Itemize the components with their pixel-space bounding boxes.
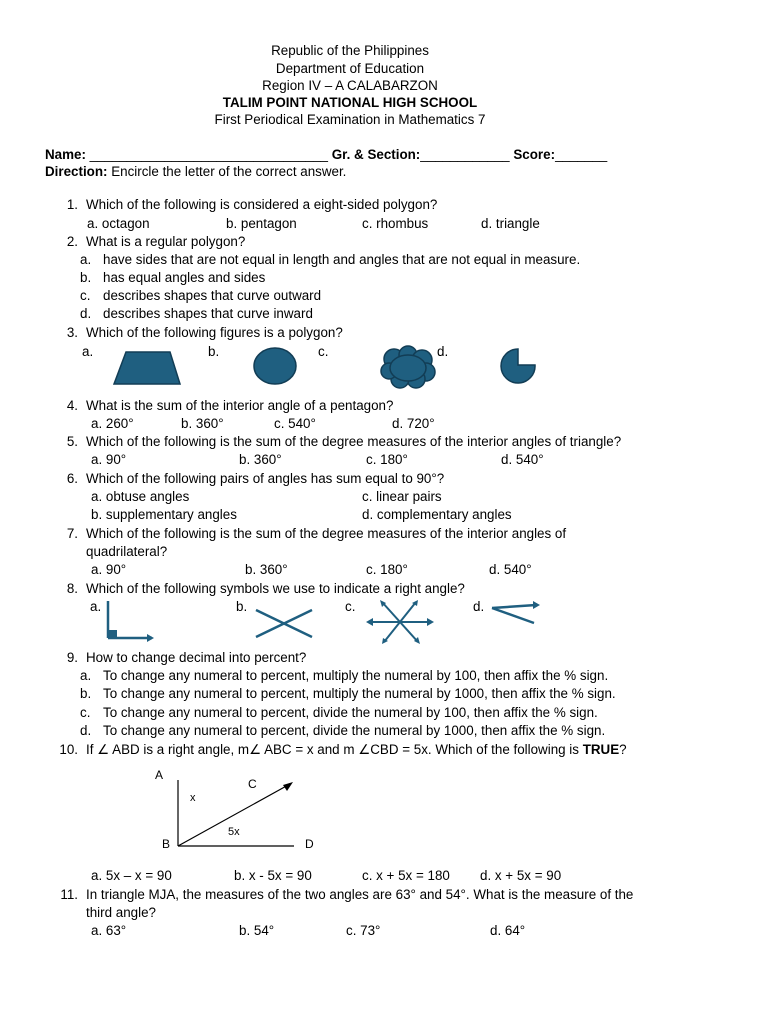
question-text: Which of the following is the sum of the degree measures of the interior angles of triangle? xyxy=(86,434,622,449)
choice-d[interactable]: d. 720° xyxy=(392,416,435,431)
choice-letter-b: b. xyxy=(80,686,92,701)
question-text-cont: third angle? xyxy=(86,905,156,920)
choice-a[interactable]: a. obtuse angles xyxy=(91,489,190,504)
crossed-lines-symbol xyxy=(252,606,316,640)
choice-d[interactable]: To change any numeral to percent, divide the numeral by 1000, then affix the % sign. xyxy=(103,723,606,738)
label-d: D xyxy=(305,837,314,851)
header-line-3: Region IV – A CALABARZON xyxy=(262,78,438,93)
choice-b[interactable]: b. 360° xyxy=(245,562,288,577)
choice-letter-d: d. xyxy=(80,723,92,738)
header-line-1: Republic of the Philippines xyxy=(271,43,429,58)
choice-letter-a: a. xyxy=(80,252,92,267)
choice-letter-c: c. xyxy=(80,288,91,303)
question-number: 5. xyxy=(66,434,78,449)
question-text-line xyxy=(86,741,627,759)
question-number: 2. xyxy=(66,234,78,249)
choice-a[interactable]: To change any numeral to percent, multiply the numeral by 100, then affix the % sign. xyxy=(103,668,609,683)
cloud-figure xyxy=(380,345,436,389)
choice-b[interactable]: b. 360° xyxy=(181,416,224,431)
choice-b[interactable]: has equal angles and sides xyxy=(103,270,266,285)
choice-c[interactable]: c. 180° xyxy=(366,562,408,577)
direction-label: Direction: xyxy=(45,164,108,179)
header-line-2: Department of Education xyxy=(275,61,425,76)
choice-a[interactable]: a. 63° xyxy=(91,923,127,938)
question-text: What is the sum of the interior angle of a pentagon? xyxy=(86,398,394,413)
question-number: 8. xyxy=(66,581,78,596)
label-x: x xyxy=(190,792,196,804)
question-text: What is a regular polygon? xyxy=(86,234,246,249)
choice-d[interactable]: d. 540° xyxy=(489,562,532,577)
question-number: 6. xyxy=(66,471,78,486)
name-label: Name: xyxy=(45,147,86,162)
question-text: In triangle MJA, the measures of the two angles are 63° and 54°. What is the measure of the xyxy=(86,887,634,902)
question-number: 7. xyxy=(66,526,78,541)
choice-c[interactable]: describes shapes that curve outward xyxy=(103,288,322,303)
name-blank[interactable]: ________________________________ xyxy=(89,147,328,162)
choice-letter-b: b. xyxy=(80,270,92,285)
question-number: 10. xyxy=(59,742,78,757)
crossed-arrows-symbol xyxy=(364,598,436,646)
choice-b[interactable]: b. supplementary angles xyxy=(91,507,237,522)
question-number: 3. xyxy=(66,325,78,340)
question-text: Which of the following is the sum of the degree measures of the interior angles of xyxy=(86,526,567,541)
question-number: 11. xyxy=(60,887,78,902)
choice-a[interactable]: a. xyxy=(90,599,102,614)
emphasis-true: TRUE xyxy=(582,742,620,757)
choice-c[interactable]: c. 180° xyxy=(366,452,408,467)
circle-figure xyxy=(251,346,299,386)
choice-b[interactable]: To change any numeral to percent, multiply the numeral by 1000, then affix the % sign. xyxy=(103,686,616,701)
question-number: 1. xyxy=(66,197,78,212)
exam-title: First Periodical Examination in Mathematics 7 xyxy=(214,112,486,127)
choice-a[interactable]: a. xyxy=(82,344,94,359)
choice-c[interactable]: c. rhombus xyxy=(362,216,429,231)
choice-a[interactable]: have sides that are not equal in length and angles that are not equal in measure. xyxy=(103,252,581,267)
choice-a[interactable]: a. 90° xyxy=(91,562,127,577)
question-number: 9. xyxy=(66,650,78,665)
choice-b[interactable]: b. x - 5x = 90 xyxy=(234,868,312,883)
choice-a[interactable]: a. 5x – x = 90 xyxy=(91,868,172,883)
choice-b[interactable]: b. pentagon xyxy=(226,216,297,231)
school-name: TALIM POINT NATIONAL HIGH SCHOOL xyxy=(222,95,478,110)
choice-d[interactable]: describes shapes that curve inward xyxy=(103,306,313,321)
info-line xyxy=(45,146,607,164)
question-text: Which of the following is considered a eight-sided polygon? xyxy=(86,197,438,212)
choice-d[interactable]: d. xyxy=(437,344,449,359)
direction-line xyxy=(45,163,346,181)
choice-d[interactable]: d. triangle xyxy=(481,216,540,231)
choice-letter-a: a. xyxy=(80,668,92,683)
choice-letter-c: c. xyxy=(80,705,91,720)
angle-diagram xyxy=(150,762,330,856)
choice-c[interactable]: To change any numeral to percent, divide the numeral by 100, then affix the % sign. xyxy=(103,705,598,720)
label-a: A xyxy=(155,768,164,782)
choice-b[interactable]: b. xyxy=(208,344,220,359)
choice-c[interactable]: c. x + 5x = 180 xyxy=(362,868,450,883)
direction-text: Encircle the letter of the correct answer. xyxy=(107,164,347,179)
label-5x: 5x xyxy=(228,826,240,838)
label-b: B xyxy=(162,837,171,851)
acute-angle-symbol xyxy=(488,598,544,628)
choice-b[interactable]: b. 54° xyxy=(239,923,275,938)
choice-b[interactable]: b. 360° xyxy=(239,452,282,467)
choice-b[interactable]: b. xyxy=(236,599,248,614)
choice-c[interactable]: c. linear pairs xyxy=(362,489,442,504)
question-text: If ∠ ABD is a right angle, m∠ ABC = x and m ∠CBD = 5x. Which of the following is xyxy=(86,742,583,757)
choice-c[interactable]: c. xyxy=(318,344,329,359)
right-angle-symbol xyxy=(100,598,158,644)
question-text-cont: quadrilateral? xyxy=(86,544,168,559)
section-label: Gr. & Section: xyxy=(331,147,421,162)
choice-c[interactable]: c. 73° xyxy=(346,923,381,938)
question-mark: ? xyxy=(619,742,627,757)
question-text: Which of the following figures is a polygon? xyxy=(86,325,343,340)
label-c: C xyxy=(248,777,257,791)
pie-figure xyxy=(496,345,544,385)
choice-c[interactable]: c. xyxy=(345,599,356,614)
choice-letter-d: d. xyxy=(80,306,92,321)
question-number: 4. xyxy=(66,398,78,413)
choice-d[interactable]: d. complementary angles xyxy=(362,507,512,522)
score-blank[interactable]: _______ xyxy=(555,147,608,162)
question-text: Which of the following pairs of angles has sum equal to 90°? xyxy=(86,471,445,486)
choice-d[interactable]: d. 540° xyxy=(501,452,544,467)
question-text: How to change decimal into percent? xyxy=(86,650,307,665)
choice-d[interactable]: d. 64° xyxy=(490,923,526,938)
choice-d[interactable]: d. x + 5x = 90 xyxy=(480,868,562,883)
section-blank[interactable]: ____________ xyxy=(420,147,510,162)
choice-a[interactable]: a. 90° xyxy=(91,452,127,467)
choice-c[interactable]: c. 540° xyxy=(274,416,316,431)
score-label: Score: xyxy=(513,147,556,162)
choice-a[interactable]: a. 260° xyxy=(91,416,134,431)
question-text: Which of the following symbols we use to indicate a right angle? xyxy=(86,581,465,596)
choice-d[interactable]: d. xyxy=(473,599,485,614)
trapezoid-figure xyxy=(112,350,182,386)
choice-a[interactable]: a. octagon xyxy=(87,216,150,231)
